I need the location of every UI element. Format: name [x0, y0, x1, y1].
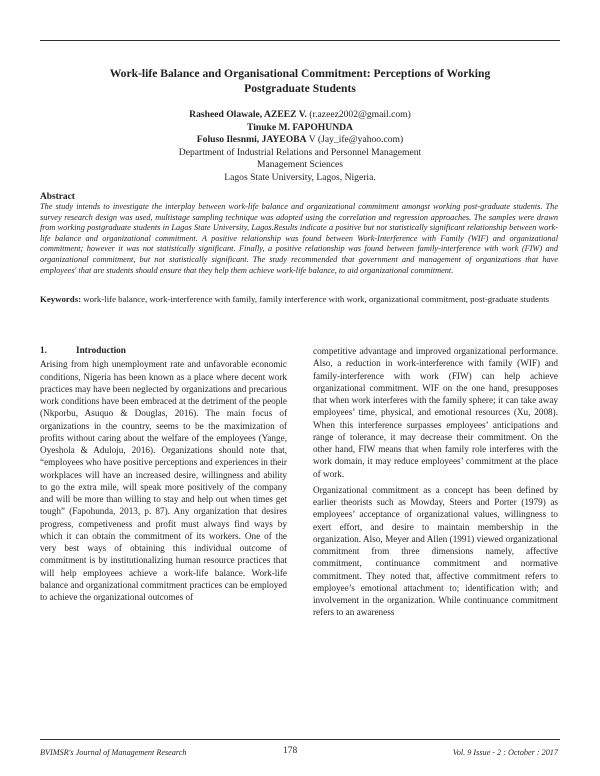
- title-line: Postgraduate Students: [244, 82, 356, 95]
- keywords-label: Keywords:: [40, 294, 82, 304]
- section-title: Introduction: [76, 345, 126, 355]
- author-3-name: Foluso Ilesnmi, JAYEOBA: [196, 134, 307, 146]
- author-1-name: Rasheed Olawale, AZEEZ V.: [189, 109, 307, 120]
- author-3-email: V (Jay_ife@yahoo.com): [306, 134, 404, 146]
- affiliation-line: Lagos State University, Lagos, Nigeria.: [224, 171, 376, 183]
- author-2: [40, 122, 560, 135]
- footer-rule: [40, 739, 560, 740]
- title-line: Work-life Balance and Organisational Commitment: Perceptions of Working: [109, 67, 491, 80]
- affiliation-line: Department of Industrial Relations and Personnel Management: [178, 146, 422, 158]
- keywords: [40, 294, 558, 306]
- abstract-heading: Abstract: [40, 192, 75, 202]
- body-paragraph: Organizational commitment as a concept has been defined by earlier theorists such as Mowday, Steers and Porter (1979) as employees’ acceptance of organizational values, willingness to exert effort, and desire to maintain membership in the organization. Also, Meyer and Allen (1991) viewed organizational commitment from three dimensions namely, affective commitment, continuance commitment and normative commitment. They noted that, affective commitment refers to employee’s emotional attachment to; identification with; and involvement in the organization. While continuance commitment refers to an awareness: [313, 484, 558, 618]
- author-1: [40, 109, 560, 122]
- footer-issue: Vol. 9 Issue - 2 : October : 2017: [452, 748, 558, 757]
- abstract-text: The study intends to investigate the interplay between work-life balance and organizational commitment amongst working post-graduate students. The survey research design was used, multistage sampling technique was adopted using the correlation and regression approaches. The samples were drawn from working postgraduate students in Lagos State University, Lagos.Results indicate a positive but not statistically significant relationship between work-life balance and organizational commitment. A positive relationship was found between Work-Interference with Family (WIF) and organizational commitment; however it was not statistically significant. Finally, a positive relationship was found between family-interference with work (FIW) and organizational commitment, but not statistically significant. The study recommended that government and management of organizations that have employees' that are students should ensure that they help them achieve work-life balance, to aid organizational commitment.: [40, 202, 558, 275]
- body-paragraph: competitive advantage and improved organizational performance. Also, a reduction in work-interference with family (WIF) and family-interference with work (FIW) can help achieve organizational commitment. WIF on the one hand, presupposes that when work interferes with the family sphere; it can take away employees’ time, physical, and emotional resources (Xu, 2008). When this interference surpasses employees’ anticipations and range of tolerance, it may decrease their commitment. On the other hand, FIW means that when family role interferes with the work domain, it may reduce employees’ commitment at the place of work.: [313, 346, 558, 479]
- left-column: [40, 344, 287, 603]
- author-3: [40, 134, 560, 147]
- author-2-name: Tinuke M. FAPOHUNDA: [247, 121, 353, 133]
- page-number: 178: [283, 746, 298, 756]
- affiliation-line: Management Sciences: [256, 159, 344, 171]
- body-paragraph: Arising from high unemployment rate and unfavorable economic conditions, Nigeria has been known as a place where decent work practices may have been neglected by organizations and precarious work conditions have been embraced at the detriment of the people (Nkporbu, Asuquo & Douglas, 2016). The main focus of organizations in the country, seems to be the maximization of profits without caring about the welfare of the employees (Yange, Oyeshola & Aduloju, 2016). Organizations should note that, “employees who have positive perceptions and experiences in their workplaces will have an increased desire, willingness and ability to go the extra mile, will speak more positively of the company and will be more than willing to stay and help out when times get tough” (Fapohunda, 2013, p. 87). Any organization that desires progress, competiveness and profit must always find ways by which it can obtain the commitment of its workers. One of the very best ways of obtaining this individual outcome of commitment is by institutionalizing human resource practices that will help employees achieve a work-life balance. Work-life balance and organizational commitment practices can be employed to achieve the organizational outcomes of: [40, 359, 287, 602]
- section-heading: [40, 344, 287, 356]
- section-number: 1.: [40, 345, 47, 355]
- paper-title: [40, 66, 560, 96]
- right-column: [313, 345, 558, 619]
- author-block: [40, 109, 560, 185]
- footer-journal: BVIMSR's Journal of Management Research: [40, 748, 187, 757]
- keywords-text: work-life balance, work-interference with family, family interference with work, organizational commitment, post-graduate students: [81, 294, 550, 304]
- header-rule: [40, 40, 560, 41]
- author-1-email: (r.azeez2002@gmail.com): [306, 109, 411, 120]
